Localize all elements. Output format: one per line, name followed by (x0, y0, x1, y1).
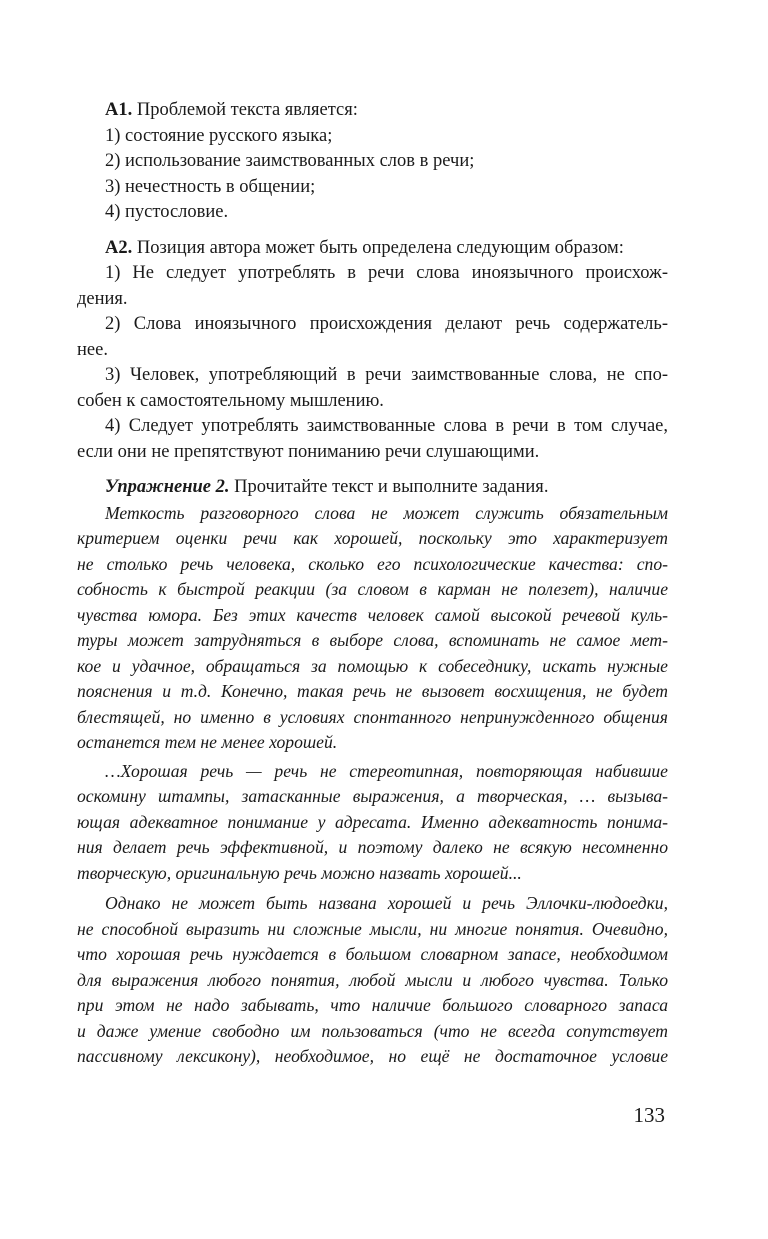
text-line: для выражения любого понятия, любой мысли и любого чувства. Только (77, 969, 668, 990)
text-line: туры может затрудняться в выборе слова, вспоминать не самое мет- (77, 630, 668, 650)
text-line: не способной выразить ни сложные мысли, ни многие понятия. Очевидно, (77, 918, 668, 939)
question-a1-text: Проблемой текста является: (132, 100, 358, 120)
question-a2-text: Позиция автора может быть определена следующим образом: (132, 237, 624, 258)
question-a2-option-line: 1) Не следует употреблять в речи слова иноязычного происхож- (105, 263, 668, 283)
question-a1-option: 4) пустословие. (105, 202, 229, 222)
page-content (77, 98, 668, 1070)
question-a2-stem (77, 236, 668, 262)
question-a2-option-line: 2) Слова иноязычного происхождения делают речь содержатель- (105, 314, 668, 334)
page-number: 133 (633, 1103, 665, 1127)
text-line: Меткость разговорного слова не может служить обязательным (105, 502, 668, 523)
question-a1-stem (77, 98, 668, 124)
exercise-paragraph-3 (77, 891, 668, 1070)
text-line: при этом не надо забывать, что наличие большого словарного запаса (77, 995, 668, 1015)
text-line: критерием оценки речи как хорошей, поскольку это характеризует (77, 528, 668, 548)
exercise-2 (77, 475, 668, 1070)
text-line: не столько речь человека, сколько его психологические качества: спо- (77, 553, 668, 574)
question-a2-option-line: дения. (77, 288, 128, 309)
question-a2-option-line: 4) Следует употреблять заимствованные слова в речи в том случае, (105, 416, 668, 436)
question-a2-option-line: 3) Человек, употребляющий в речи заимствованные слова, не спо- (105, 365, 668, 385)
question-a1-option: 2) использование заимствованных слов в речи; (105, 151, 475, 171)
question-a2-option-line: собен к самостоятельному мышлению. (77, 390, 384, 411)
text-line: блестящей, но именно в условиях спонтанного непринужденного общения (77, 706, 668, 727)
question-a2 (77, 236, 668, 466)
exercise-instruction: Прочитайте текст и выполните задания. (229, 477, 549, 497)
text-line: чувства юмора. Без этих качеств человек самой высокой речевой куль- (77, 604, 668, 625)
question-a1 (77, 98, 668, 226)
text-line: и даже умение свободно им пользоваться (что не всегда сопутствует (77, 1020, 668, 1041)
question-a1-label: А1. (105, 100, 133, 120)
exercise-heading (77, 475, 668, 501)
text-line: собность к быстрой реакции (за словом в карман не полезет), наличие (77, 579, 668, 599)
question-a1-option: 1) состояние русского языка; (105, 125, 333, 146)
text-line: творческую, оригинальную речь можно назвать хорошей... (77, 862, 522, 883)
question-a2-option-line: нее. (77, 339, 108, 360)
question-a2-label: А2. (105, 237, 133, 258)
text-line: пояснения и т.д. Конечно, такая речь не вызовет восхищения, не будет (77, 681, 668, 701)
text-line: …Хорошая речь — речь не стереотипная, повторяющая набившие (105, 760, 668, 781)
text-line: ющая адекватное понимание у адресата. Именно адекватность понима- (77, 811, 668, 832)
text-line: кое и удачное, обращаться за помощью к собеседнику, искать нужные (77, 655, 668, 676)
exercise-paragraph-1 (77, 501, 668, 756)
text-line: останется тем не менее хорошей. (77, 732, 338, 752)
text-line: Однако не может быть названа хорошей и речь Эллочки-людоедки, (105, 893, 668, 913)
text-line: ния делает речь эффективной, и поэтому далеко не всякую несомненно (77, 837, 668, 857)
exercise-paragraph-2 (77, 759, 668, 887)
text-line: оскомину штампы, затасканные выражения, а творческая, … вызыва- (77, 786, 668, 806)
text-line: что хорошая речь нуждается в большом словарном запасе, необходимом (77, 944, 668, 964)
question-a1-option: 3) нечестность в общении; (105, 176, 316, 197)
question-a2-option-line: если они не препятствуют пониманию речи слушающими. (77, 441, 540, 462)
text-line: пассивному лексикону), необходимое, но ещё не достаточное условие (77, 1046, 668, 1066)
exercise-title: Упражнение 2. (105, 477, 230, 497)
